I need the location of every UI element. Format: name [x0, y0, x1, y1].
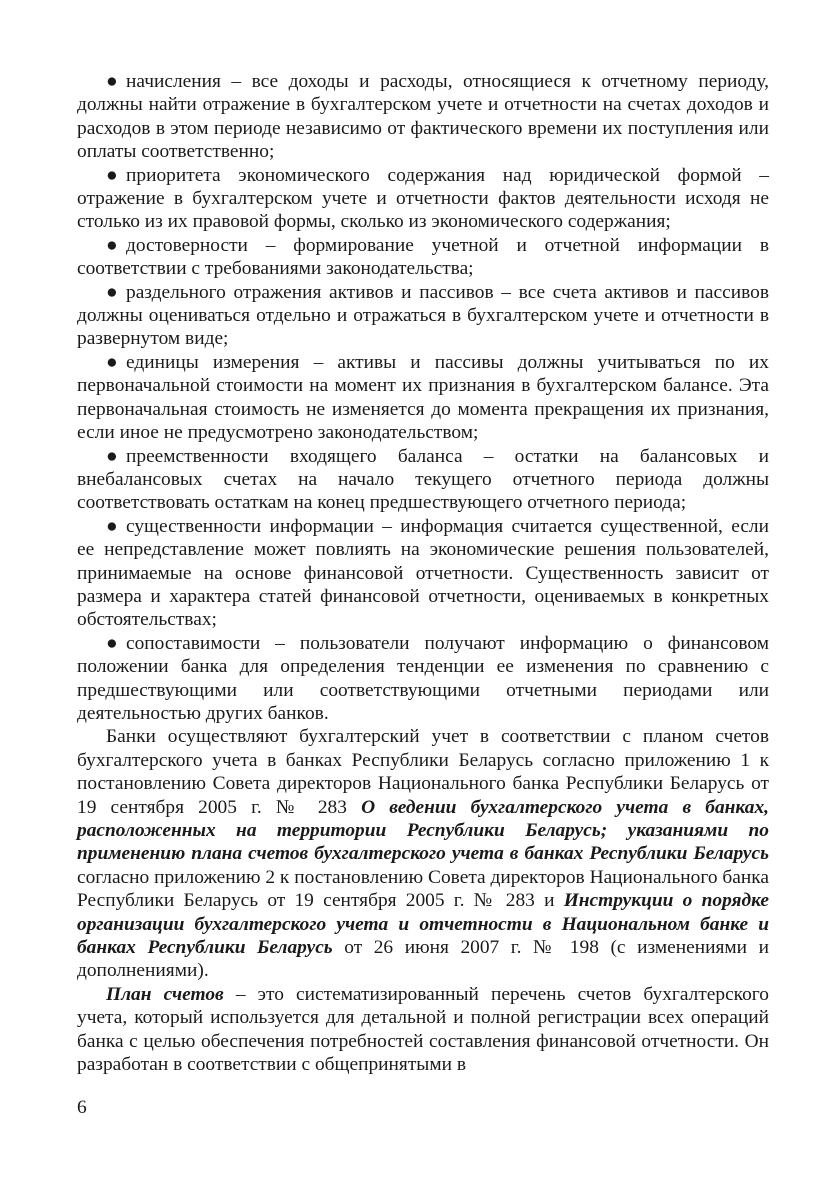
- bullet-text: достоверности – формирование учетной и отчетной информации в соответствии с требованиями законодательства;: [77, 234, 769, 280]
- document-page: [77, 70, 769, 1076]
- bullet-icon: ●: [106, 164, 118, 186]
- bullet-text: существенности информации – информация считается существенной, если ее непредставление может повлиять на экономические решения пользователей, принимаемые на основе финансовой отчетности. Существенность зависит от размера и характера статей финансовой отчетности, оцениваемых в конкретных обстоятельствах;: [77, 515, 769, 631]
- paragraph-text: Банки осуществляют бухгалтерский учет в соответствии с планом счетов бухгалтерского учета в банках Республики Беларусь согласно приложению 1 к постановлению Совета директоров Национального банка Республики Беларусь от 19 сентября 2005 г. № 283: [77, 726, 769, 818]
- bullet-icon: ●: [106, 632, 118, 654]
- chart-of-accounts-paragraph: [77, 983, 769, 1077]
- bullet-unit-of-measure: [77, 351, 769, 445]
- bullet-text: преемственности входящего баланса – остатки на балансовых и внебалансовых счетах на начало текущего отчетного периода должны соответствовать остаткам на конец предшествующего отчетного периода;: [77, 445, 769, 514]
- bullet-separate-reporting: [77, 281, 769, 351]
- bullet-icon: ●: [106, 71, 118, 92]
- defined-term: План счетов: [106, 983, 224, 1005]
- bullet-icon: ●: [106, 234, 118, 256]
- banks-accounting-paragraph: [77, 725, 769, 982]
- emphasized-document-title: Инструкции о порядке организации бухгалтерского учета и отчетности в Национальном банке и банках Республики Беларусь: [77, 890, 769, 959]
- bullet-text: начисления – все доходы и расходы, относящиеся к отчетному периоду, должны найти отражение в бухгалтерском учете и отчетности на счетах доходов и расходов в этом периоде независимо от фактического времени их поступления или оплаты соответственно;: [77, 71, 769, 163]
- bullet-icon: ●: [106, 351, 118, 373]
- bullet-comparability: [77, 632, 769, 726]
- paragraph-text: от 26 июня 2007 г. № 198 (с изменениями и дополнениями).: [77, 937, 770, 982]
- bullet-text: единицы измерения – активы и пассивы должны учитываться по их первоначальной стоимости на момент их признания в бухгалтерском балансе. Эта первоначальная стоимость не изменяется до момента прекращения их признания, если иное не предусмотрено законодательством;: [77, 351, 769, 444]
- emphasized-document-title: О ведении бухгалтерского учета в банках, расположенных на территории Республики Беларусь; указаниями по применению плана счетов бухгалтерского учета в банках Республики Беларусь: [77, 796, 769, 865]
- page-number: 6: [77, 1097, 87, 1118]
- paragraph-text: согласно приложению 2 к постановлению Совета директоров Национального банка Республики Беларусь от 19 сентября 2005 г. № 283 и: [77, 866, 769, 912]
- bullet-icon: ●: [106, 281, 118, 303]
- bullet-icon: ●: [106, 445, 118, 467]
- bullet-continuity: [77, 445, 769, 515]
- bullet-icon: ●: [106, 515, 118, 537]
- bullet-accrual: [77, 70, 769, 164]
- bullet-text: приоритета экономического содержания над юридической формой – отражение в бухгалтерском учете и отчетности фактов деятельности исходя не столько из их правовой формы, сколько из экономического содержания;: [77, 164, 769, 233]
- bullet-substance-over-form: [77, 164, 769, 234]
- bullet-text: сопоставимости – пользователи получают информацию о финансовом положении банка для определения тенденции ее изменения по сравнению с предшествующими или соответствующими отчетными периодами или деятельностью других банков.: [77, 632, 769, 724]
- bullet-reliability: [77, 234, 769, 281]
- bullet-materiality: [77, 515, 769, 632]
- bullet-text: раздельного отражения активов и пассивов – все счета активов и пассивов должны оцениваться отдельно и отражаться в бухгалтерском учете и отчетности в развернутом виде;: [77, 281, 769, 350]
- paragraph-text: – это систематизированный перечень счетов бухгалтерского учета, который используется для детальной и полной регистрации всех операций банка с целью обеспечения потребностей составления финансовой отчетности. Он разработан в соответствии с общепринятыми в: [77, 983, 769, 1076]
